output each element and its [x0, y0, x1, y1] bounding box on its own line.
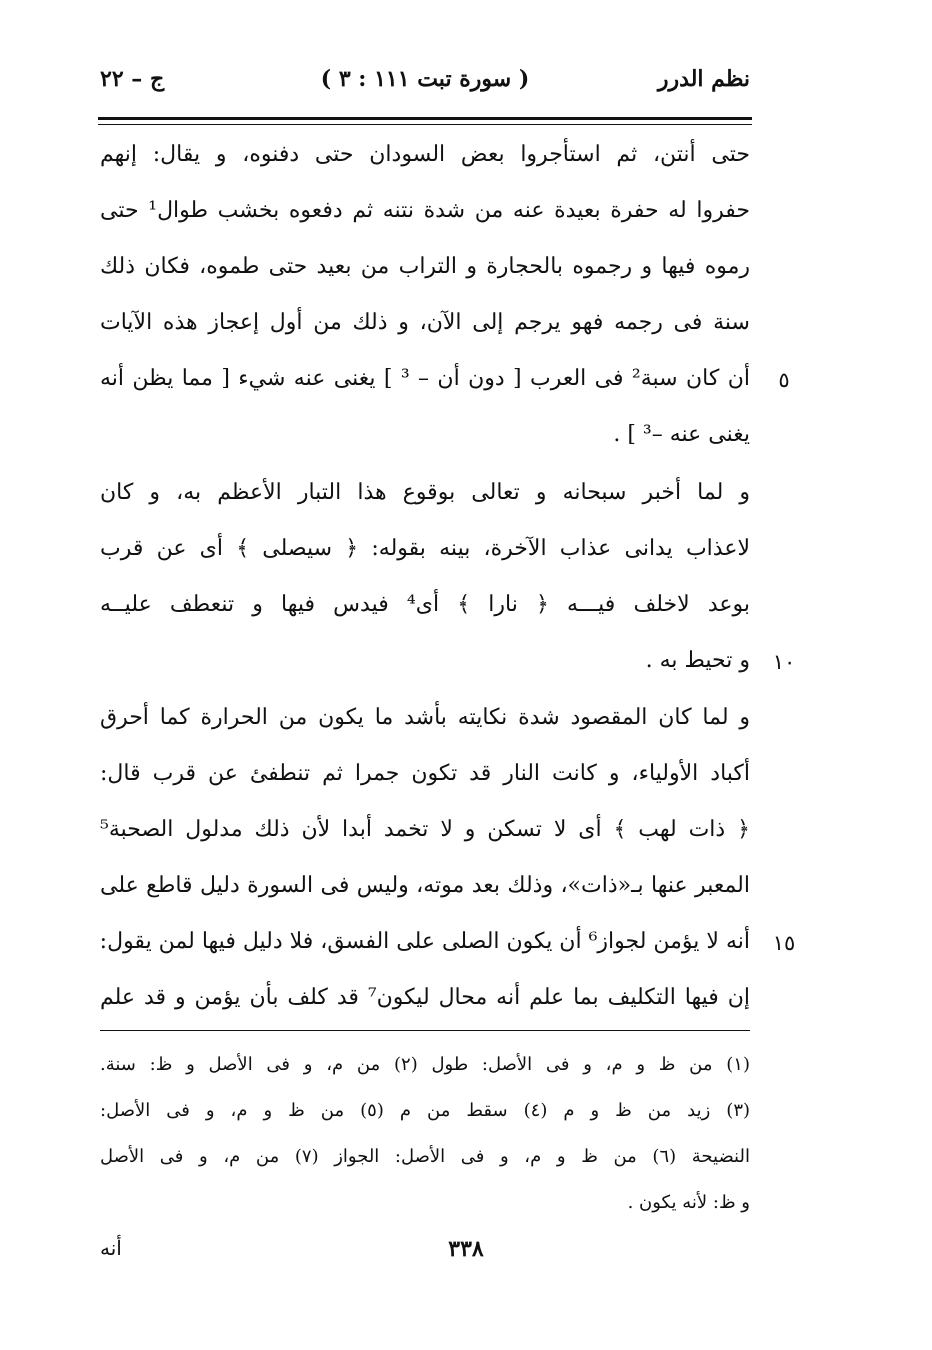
text-line: و لما كان المقصود شدة نكايته بأشد ما يكون من الحرارة كما أحرق: [100, 705, 750, 730]
catchword: أنه: [100, 1236, 122, 1260]
footnote-line: (٣) زيد من ظ و م (٤) سقط من م (٥) من ظ و م، و فى الأصل:: [100, 1100, 751, 1121]
text-line: أكباد الأولياء، و كانت النار قد تكون جمرا ثم تنطفئ عن قرب قال:: [100, 761, 750, 786]
book-title: نظم الدرر: [657, 66, 750, 92]
text-line: المعبر عنها بـ«ذات»، وذلك بعد موته، وليس فى السورة دليل قاطع على: [100, 873, 750, 898]
line-number: ١٠: [772, 650, 796, 674]
text-line: لاعذاب يدانى عذاب الآخرة، بينه بقوله: ﴿ سيصلى ﴾ أى عن قرب: [100, 536, 750, 561]
text-line: يغنى عنه –³ ] .: [613, 422, 750, 447]
footnote-line: النضيحة (٦) من ظ و م، و فى الأصل: الجواز (٧) من م، و فى الأصل: [100, 1146, 750, 1167]
text-line: حفروا له حفرة بعيدة عنه من شدة نتنه ثم دفعوه بخشب طوال¹ حتى: [100, 198, 750, 223]
text-line: رموه فيها و رجموه بالحجارة و التراب من بعيد حتى طموه، فكان ذلك: [100, 254, 750, 279]
footnote-separator: [100, 1030, 750, 1031]
text-line: ﴿ ذات لهب ﴾ أى لا تسكن و لا تخمد أبدا لأن ذلك مدلول الصحبة⁵: [100, 817, 750, 842]
line-number: ١٥: [772, 931, 796, 955]
header-rule-thick: [98, 117, 752, 120]
text-line: حتى أنتن، ثم استأجروا بعض السودان حتى دفنوه، و يقال: إنهم: [100, 142, 750, 167]
text-line: سنة فى رجمه فهو يرجم إلى الآن، و ذلك من أول إعجاز هذه الآيات: [100, 310, 750, 335]
text-line: و تحيط به .: [645, 648, 750, 673]
footnote-line: (١) من ظ و م، و فى الأصل: طول (٢) من م، و فى الأصل و ظ: سنة.: [100, 1054, 750, 1075]
line-number: ٥: [778, 368, 790, 392]
header-rule-thin: [98, 124, 752, 125]
text-line: أنه لا يؤمن لجواز⁶ أن يكون الصلى على الفسق، فلا دليل فيها لمن يقول:: [99, 929, 750, 954]
text-line: إن فيها التكليف بما علم أنه محال ليكون⁷ قد كلف بأن يؤمن و قد علم: [100, 985, 750, 1010]
footnote-line: و ظ: لأنه يكون .: [627, 1192, 750, 1213]
running-header: [100, 66, 750, 108]
volume-reference: ج – ٢٢: [100, 66, 165, 92]
text-line: بوعد لاخلف فيـــه ﴿ نارا ﴾ أى⁴ فيدس فيها و تنعطف عليــه: [100, 592, 751, 617]
text-line: و لما أخبر سبحانه و تعالى بوقوع هذا التبار الأعظم به، و كان: [100, 480, 750, 505]
text-line: أن كان سبة² فى العرب [ دون أن – ³ ] يغنى عنه شيء [ مما يظن أنه: [100, 366, 750, 391]
surah-reference: ( سورة تبت ١١١ : ٣ ): [320, 66, 530, 92]
page-number: ٣٣٨: [448, 1236, 484, 1262]
